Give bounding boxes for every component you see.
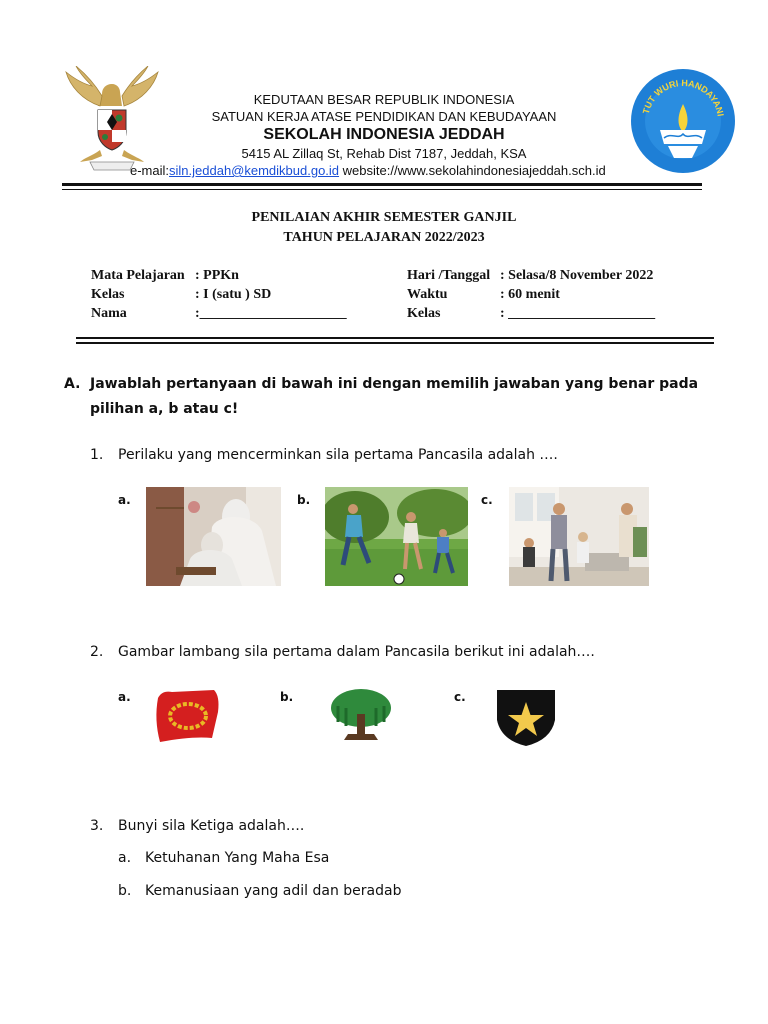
info-label-class: Kelas (91, 287, 125, 302)
q3-option-a-text[interactable]: Ketuhanan Yang Maha Esa (145, 850, 330, 866)
question-2-text: Gambar lambang sila pertama dalam Pancasila berikut ini adalah…. (118, 644, 595, 660)
contact-line (130, 163, 606, 178)
website-text: website://www.sekolahindonesiajeddah.sch.id (339, 163, 606, 178)
info-label-name: Nama (91, 306, 127, 321)
section-instruction-line2: pilihan a, b atau c! (90, 401, 239, 417)
info-label-time: Waktu (407, 287, 448, 302)
q1-image-c-family-playing-home[interactable] (509, 487, 649, 586)
q2-image-b-banyan-tree-symbol[interactable] (330, 688, 392, 744)
exam-year: TAHUN PELAJARAN 2022/2023 (283, 230, 485, 245)
info-label-class-right: Kelas (407, 306, 441, 321)
school-name: SEKOLAH INDONESIA JEDDAH (263, 126, 505, 143)
q1-option-a[interactable]: a. (118, 493, 131, 507)
q1-image-b-playing-football[interactable] (325, 487, 468, 586)
info-divider-bottom (76, 342, 714, 344)
exam-title: PENILAIAN AKHIR SEMESTER GANJIL (251, 210, 517, 225)
class-field[interactable]: : _____________________ (500, 306, 656, 321)
question-1-text: Perilaku yang mencerminkan sila pertama Pancasila adalah …. (118, 447, 558, 463)
q2-image-a-chain-symbol[interactable] (152, 688, 222, 744)
q1-option-b[interactable]: b. (297, 493, 311, 507)
q2-option-b[interactable]: b. (280, 690, 294, 704)
info-value-date: : Selasa/8 November 2022 (500, 268, 654, 283)
tut-wuri-handayani-logo (630, 68, 736, 174)
q2-image-c-star-symbol[interactable] (495, 684, 557, 748)
question-1-number: 1. (90, 447, 104, 463)
info-label-subject: Mata Pelajaran (91, 268, 185, 283)
question-3-number: 3. (90, 818, 104, 834)
q2-option-a[interactable]: a. (118, 690, 131, 704)
q3-option-a-letter[interactable]: a. (118, 850, 132, 866)
q1-image-a-praying-family[interactable] (146, 487, 281, 586)
question-2-number: 2. (90, 644, 104, 660)
section-instruction-line1: Jawablah pertanyaan di bawah ini dengan memilih jawaban yang benar pada (90, 376, 699, 392)
q1-option-c[interactable]: c. (481, 493, 493, 507)
email-label: e-mail: (130, 163, 170, 178)
info-divider-top (76, 337, 714, 339)
name-field[interactable]: :_____________________ (195, 306, 347, 321)
q2-option-c[interactable]: c. (454, 690, 466, 704)
question-3-text: Bunyi sila Ketiga adalah…. (118, 818, 305, 834)
info-value-time: : 60 menit (500, 287, 560, 302)
header-divider-top (62, 183, 702, 186)
q3-option-b-letter[interactable]: b. (118, 883, 132, 899)
info-value-class: : I (satu ) SD (195, 287, 272, 302)
email-link[interactable]: siln.jeddah@kemdikbud.go.id (169, 163, 340, 178)
school-address: 5415 AL Zillaq St, Rehab Dist 7187, Jeddah, KSA (241, 146, 527, 161)
header-line1: KEDUTAAN BESAR REPUBLIK INDONESIA (253, 92, 515, 107)
q3-option-b-text[interactable]: Kemanusiaan yang adil dan beradab (145, 883, 402, 899)
header-line2: SATUAN KERJA ATASE PENDIDIKAN DAN KEBUDAYAAN (211, 109, 557, 124)
header-divider-bottom (62, 189, 702, 190)
info-value-subject: : PPKn (195, 268, 239, 283)
section-letter: A. (64, 376, 81, 392)
info-label-date: Hari /Tanggal (407, 268, 491, 283)
svg-text:TUT WURI HANDAYANI: TUT WURI HANDAYANI (640, 77, 726, 118)
